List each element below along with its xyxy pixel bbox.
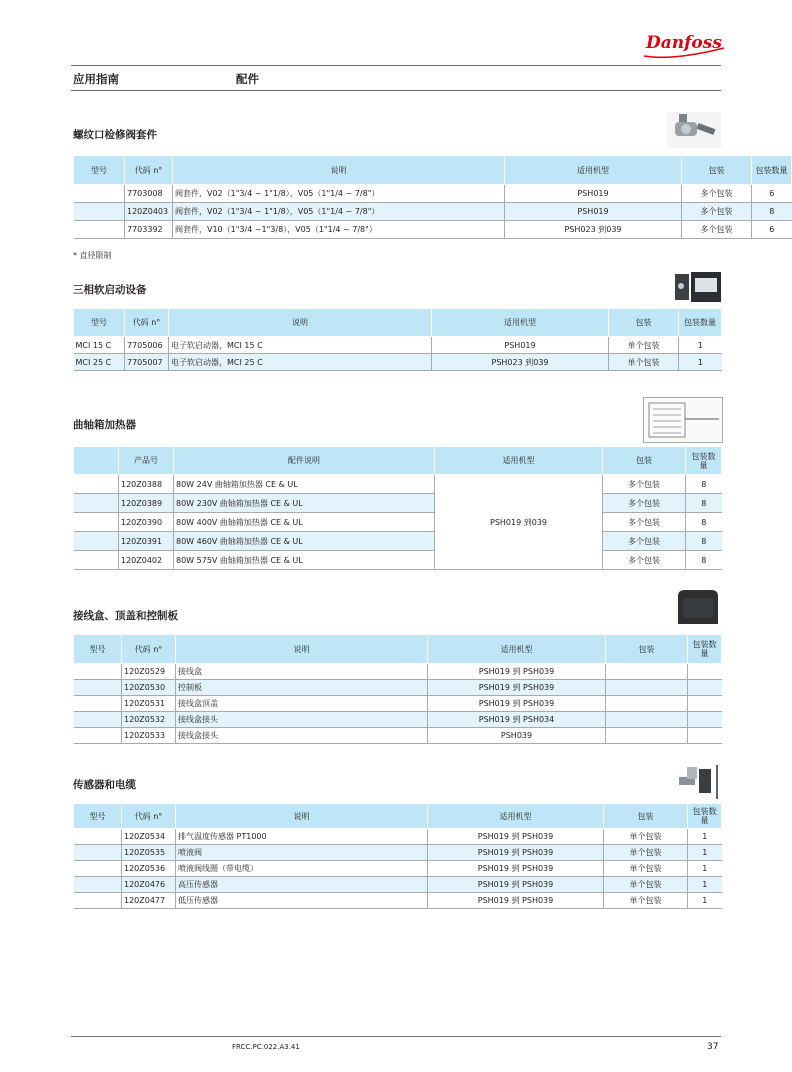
cell: 控制板 (176, 680, 428, 696)
cell: 120Z0390 (119, 513, 174, 532)
table-row (74, 664, 722, 680)
cell: 1 (688, 845, 722, 861)
cell (74, 494, 119, 513)
col-header: 型号 (74, 156, 125, 185)
cell: 接线盒 (176, 664, 428, 680)
col-header: 包装 (609, 309, 679, 337)
box-table (73, 634, 722, 744)
section-title-box: 接线盒、顶盖和控制板 (73, 610, 178, 622)
col-header: 代码 n° (122, 635, 176, 664)
cell: 单个包装 (609, 337, 679, 354)
heater-model-cell: PSH019 到039 (435, 475, 603, 570)
cell: 单个包装 (604, 845, 688, 861)
cell: 6 (752, 221, 792, 239)
cell: 7705006 (125, 337, 169, 354)
cell: 120Z0536 (122, 861, 176, 877)
table-row (74, 829, 722, 845)
col-header: 说明 (169, 309, 432, 337)
cell (606, 664, 688, 680)
cell: PSH019 到 PSH039 (428, 861, 604, 877)
col-header: 包装 (682, 156, 752, 185)
table-row (74, 728, 722, 744)
cell (74, 893, 122, 909)
cell: 80W 230V 曲轴箱加热器 CE & UL (174, 494, 435, 513)
cell (74, 712, 122, 728)
cell: 8 (686, 532, 722, 551)
cell: 阀套件，V02（1"3/4 ~ 1"1/8），V05（1"1/4 ~ 7/8"） (173, 203, 505, 221)
cell: 120Z0389 (119, 494, 174, 513)
terminal-box-image (675, 588, 721, 628)
table-row (74, 185, 792, 203)
cell (74, 513, 119, 532)
cell: 120Z0530 (122, 680, 176, 696)
col-header: 代码 n° (122, 804, 176, 829)
cell: 120Z0534 (122, 829, 176, 845)
cell: PSH019 到 PSH039 (428, 829, 604, 845)
cell: 喷液阀线圈（带电缆） (176, 861, 428, 877)
header-left: 应用指南 (73, 72, 119, 86)
cell: 单个包装 (604, 877, 688, 893)
cell: 8 (752, 203, 792, 221)
cell (688, 664, 722, 680)
cell: 多个包装 (603, 494, 686, 513)
cell: 1 (688, 893, 722, 909)
cell: 单个包装 (604, 829, 688, 845)
cell: 120Z0391 (119, 532, 174, 551)
cell (74, 203, 125, 221)
cell: PSH023 到039 (432, 354, 609, 371)
cell: PSH019 到 PSH039 (428, 893, 604, 909)
col-header: 适用机型 (435, 447, 603, 475)
table-row (74, 532, 722, 551)
cell: 120Z0476 (122, 877, 176, 893)
col-header: 包装 (603, 447, 686, 475)
col-header (74, 447, 119, 475)
col-header: 说明 (173, 156, 505, 185)
cell (74, 861, 122, 877)
cell (688, 728, 722, 744)
col-header: 型号 (74, 309, 125, 337)
cell: 120Z0533 (122, 728, 176, 744)
cell: 接线盒接头 (176, 728, 428, 744)
crankcase-heater-image (643, 397, 723, 443)
cell: 7703392 (125, 221, 173, 239)
cell: PSH039 (428, 728, 606, 744)
table-row (74, 712, 722, 728)
cell (74, 221, 125, 239)
table-row (74, 513, 722, 532)
table-row (74, 680, 722, 696)
page-number: 37 (707, 1042, 719, 1052)
table-row (74, 475, 722, 494)
col-header: 包装 (604, 804, 688, 829)
starter-table (73, 308, 722, 371)
cell: PSH019 到 PSH039 (428, 877, 604, 893)
cell: 80W 575V 曲轴箱加热器 CE & UL (174, 551, 435, 570)
cell (74, 845, 122, 861)
cell: 多个包装 (603, 475, 686, 494)
cell: 1 (688, 861, 722, 877)
table-row (74, 203, 792, 221)
cell (688, 696, 722, 712)
heater-table (73, 446, 722, 570)
cell: PSH023 到039 (505, 221, 682, 239)
section-title-sensor: 传感器和电缆 (73, 779, 136, 791)
col-header: 包装数量 (686, 447, 722, 475)
col-header: 包装数量 (752, 156, 792, 185)
cell: 1 (679, 354, 722, 371)
cell: 多个包装 (682, 203, 752, 221)
table-row (74, 337, 722, 354)
cell (606, 712, 688, 728)
cell: 高压传感器 (176, 877, 428, 893)
table-row (74, 845, 722, 861)
col-header: 适用机型 (505, 156, 682, 185)
table-row (74, 551, 722, 570)
valve-table (73, 155, 792, 239)
cell (688, 680, 722, 696)
cell: 接线盒接头 (176, 712, 428, 728)
cell (74, 728, 122, 744)
col-header: 配件说明 (174, 447, 435, 475)
col-header: 型号 (74, 635, 122, 664)
cell (74, 664, 122, 680)
cell: 120Z0402 (119, 551, 174, 570)
table-row (74, 861, 722, 877)
table-row (74, 354, 722, 371)
document-code: FRCC.PC.022.A3.41 (232, 1043, 300, 1051)
cell (74, 551, 119, 570)
cell: 120Z0477 (122, 893, 176, 909)
cell: MCI 25 C (74, 354, 125, 371)
col-header: 适用机型 (432, 309, 609, 337)
cell: 120Z0532 (122, 712, 176, 728)
cell: 80W 460V 曲轴箱加热器 CE & UL (174, 532, 435, 551)
sensor-table (73, 803, 722, 909)
svg-text:Danfoss: Danfoss (646, 33, 722, 53)
col-header: 产品号 (119, 447, 174, 475)
cell (74, 829, 122, 845)
cell: 6 (752, 185, 792, 203)
section-title-valve: 螺纹口检修阀套件 (73, 129, 157, 141)
cell: PSH019 到 PSH039 (428, 664, 606, 680)
cell: 1 (688, 829, 722, 845)
cell (74, 475, 119, 494)
col-header: 说明 (176, 804, 428, 829)
cell: 120Z0403 (125, 203, 173, 221)
cell: 多个包装 (682, 185, 752, 203)
cell: PSH019 到 PSH039 (428, 696, 606, 712)
danfoss-logo (640, 24, 726, 64)
valve-kit-image (667, 112, 721, 148)
cell: 喷液阀 (176, 845, 428, 861)
cell: PSH019 到 PSH034 (428, 712, 606, 728)
cell (606, 728, 688, 744)
cell: 1 (679, 337, 722, 354)
cell: 电子软启动器，MCI 15 C (169, 337, 432, 354)
cell: 120Z0529 (122, 664, 176, 680)
col-header: 包装 (606, 635, 688, 664)
cell: 120Z0388 (119, 475, 174, 494)
cell: PSH019 (432, 337, 609, 354)
cell: 多个包装 (603, 513, 686, 532)
col-header: 代码 n° (125, 309, 169, 337)
cell (74, 532, 119, 551)
col-header: 包装数量 (688, 804, 722, 829)
cell: 单个包装 (604, 893, 688, 909)
cell: PSH019 (505, 203, 682, 221)
cell: 8 (686, 513, 722, 532)
section-title-heater: 曲轴箱加热器 (73, 419, 136, 431)
col-header: 代码 n° (125, 156, 173, 185)
cell (74, 185, 125, 203)
cell: 接线盒顶盖 (176, 696, 428, 712)
col-header: 型号 (74, 804, 122, 829)
cell: PSH019 到 PSH039 (428, 680, 606, 696)
cell (688, 712, 722, 728)
table-row (74, 877, 722, 893)
cell: 120Z0531 (122, 696, 176, 712)
cell: 低压传感器 (176, 893, 428, 909)
table-row (74, 696, 722, 712)
cell: 阀套件，V02（1"3/4 ~ 1"1/8），V05（1"1/4 ~ 7/8"） (173, 185, 505, 203)
cell: 7705007 (125, 354, 169, 371)
table-row (74, 893, 722, 909)
footer-rule (71, 1036, 721, 1037)
cell: 8 (686, 494, 722, 513)
cell: PSH019 (505, 185, 682, 203)
cell: 多个包装 (682, 221, 752, 239)
cell: 电子软启动器，MCI 25 C (169, 354, 432, 371)
cell: 单个包装 (609, 354, 679, 371)
cell: 7703008 (125, 185, 173, 203)
cell (74, 877, 122, 893)
cell: PSH019 到 PSH039 (428, 845, 604, 861)
cell: 8 (686, 475, 722, 494)
col-header: 说明 (176, 635, 428, 664)
col-header: 适用机型 (428, 804, 604, 829)
cell (74, 680, 122, 696)
header-rule-bottom (71, 90, 721, 91)
col-header: 包装数量 (679, 309, 722, 337)
cell: 排气温度传感器 PT1000 (176, 829, 428, 845)
cell: 多个包装 (603, 551, 686, 570)
cell: MCI 15 C (74, 337, 125, 354)
cell (74, 696, 122, 712)
cell: 8 (686, 551, 722, 570)
table-row (74, 494, 722, 513)
footnote-diameter: * 直径限制 (73, 251, 112, 260)
cell (606, 680, 688, 696)
cell: 1 (688, 877, 722, 893)
cell: 80W 400V 曲轴箱加热器 CE & UL (174, 513, 435, 532)
section-title-starter: 三相软启动设备 (73, 284, 147, 296)
cell: 阀套件，V10（1"3/4 ~1"3/8），V05（1"1/4 ~ 7/8"） (173, 221, 505, 239)
cell: 80W 24V 曲轴箱加热器 CE & UL (174, 475, 435, 494)
sensor-image (677, 763, 723, 801)
header-rule (71, 65, 721, 66)
cell: 120Z0535 (122, 845, 176, 861)
table-row (74, 221, 792, 239)
col-header: 适用机型 (428, 635, 606, 664)
cell: 单个包装 (604, 861, 688, 877)
header-right: 配件 (236, 72, 259, 86)
col-header: 包装数量 (688, 635, 722, 664)
cell (606, 696, 688, 712)
soft-starter-image (675, 272, 721, 302)
cell: 多个包装 (603, 532, 686, 551)
